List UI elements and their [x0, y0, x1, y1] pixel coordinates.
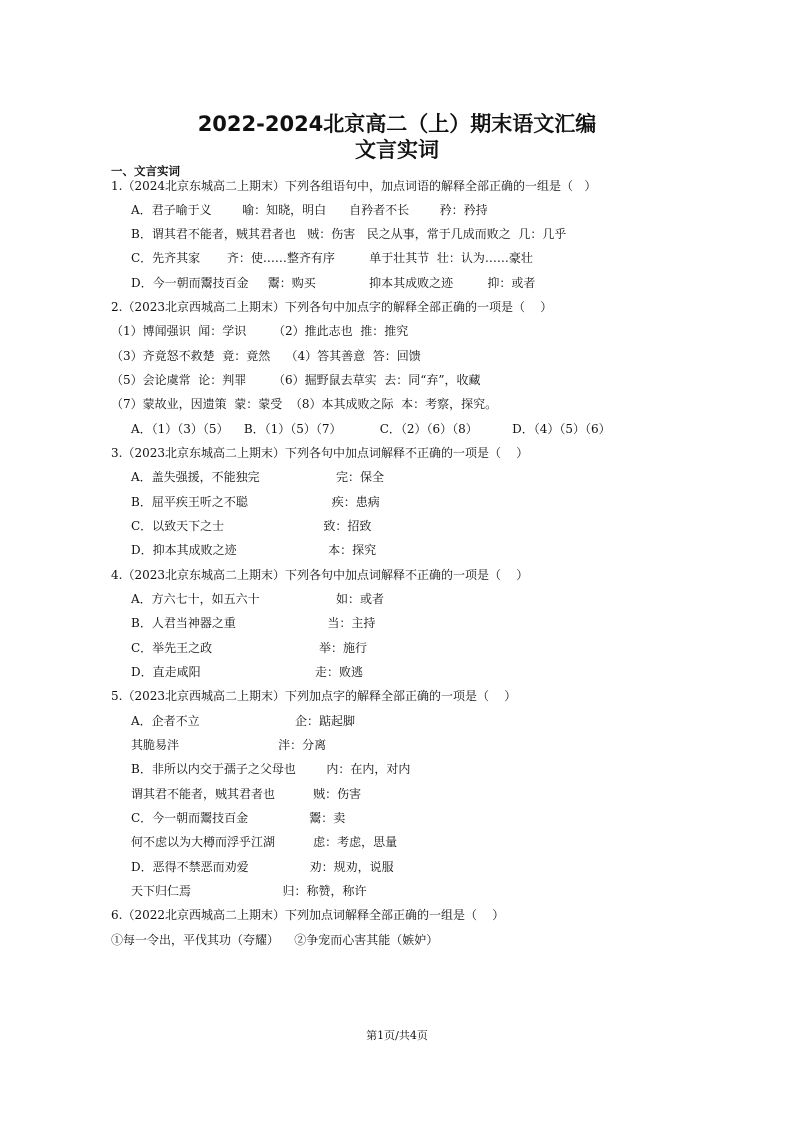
document-title: 2022-2024北京高二（上）期末语文汇编 — [197, 112, 597, 136]
question-5-option-a: A．企者不立 企：踮起脚 — [131, 714, 356, 728]
question-3-option-b: B．屈平疾王听之不聪 疾：患病 — [131, 495, 380, 509]
question-6-items: ①每一令出，平伐其功（夸耀） ②争宠而心害其能（嫉妒） — [111, 933, 439, 947]
question-5-option-d: D．恶得不禁恶而劝爱 劝：规劝，说服 — [131, 860, 394, 874]
question-3-stem: 3.（2023北京东城高二上期末）下列各句中加点词解释不正确的一项是（ ） — [111, 446, 529, 460]
question-3-option-a: A．盖失强援，不能独完 完：保全 — [131, 470, 384, 484]
question-5-option-d-cont: 天下归仁焉 归：称赞，称许 — [131, 884, 367, 898]
question-1-option-a: A．君子喻于义 喻：知晓，明白 自矜者不长 矜：矜持 — [131, 203, 488, 217]
question-4-stem: 4.（2023北京东城高二上期末）下列各句中加点词解释不正确的一项是（ ） — [111, 568, 529, 582]
question-6-stem: 6.（2022北京西城高二上期末）下列加点词解释全部正确的一组是（ ） — [111, 908, 505, 922]
question-5-option-b: B．非所以内交于孺子之父母也 内：在内，对内 — [131, 762, 411, 776]
document-subtitle: 文言实词 — [355, 138, 439, 162]
question-3-option-d: D．抑本其成败之迹 本：探究 — [131, 543, 377, 557]
question-2-item-row: （7）蒙故业，因遗策 蒙：蒙受 （8）本其成败之际 本：考察，探究。 — [111, 397, 498, 411]
question-2-item-row: （1）博闻强识 闻：学识 （2）推此志也 推：推究 — [111, 324, 409, 338]
question-5-stem: 5.（2023北京西城高二上期末）下列加点字的解释全部正确的一项是（ ） — [111, 689, 517, 703]
question-1-option-c: C．先齐其家 齐：使……整齐有序 单于壮其节 壮：认为……豪壮 — [131, 251, 533, 265]
question-2-item-row: （3）齐竟怒不救楚 竟：竟然 （4）答其善意 答：回馈 — [111, 349, 421, 363]
question-4-option-d: D．直走咸阳 走：败逃 — [131, 665, 364, 679]
question-5-option-a-cont: 其脆易泮 泮：分离 — [131, 738, 327, 752]
question-1-stem: 1.（2024北京东城高二上期末）下列各组语句中，加点词语的解释全部正确的一组是（ ） — [111, 179, 597, 193]
question-4-option-a: A．方六七十，如五六十 如：或者 — [131, 592, 384, 606]
question-2-item-row: （5）会论虞常 论：判罪 （6）掘野鼠去草实 去：同“弃”，收藏 — [111, 373, 481, 387]
question-1-option-b: B．谓其君不能者，贼其君者也 贼：伤害 民之从事，常于几成而败之 几：几乎 — [131, 227, 567, 241]
question-1-option-d: D．今一朝而鬻技百金 鬻：购买 抑本其成败之迹 抑：或者 — [131, 276, 536, 290]
question-5-option-c-cont: 何不虑以为大樽而浮乎江湖 虑：考虑，思量 — [131, 835, 398, 849]
question-5-option-c: C．今一朝而鬻技百金 鬻：卖 — [131, 811, 346, 825]
section-heading: 一、文言实词 — [111, 164, 180, 178]
question-4-option-c: C．举先王之政 举：施行 — [131, 641, 367, 655]
page-number: 第1页/共4页 — [366, 1029, 428, 1042]
question-2-options: A．（1）（3）（5） B．（1）（5）（7） C．（2）（6）（8） D．（4）（5）（6） — [131, 422, 611, 436]
question-3-option-c: C．以致天下之士 致：招致 — [131, 519, 372, 533]
question-4-option-b: B．人君当神器之重 当：主持 — [131, 616, 376, 630]
question-2-stem: 2.（2023北京西城高二上期末）下列各句中加点字的解释全部正确的一项是（ ） — [111, 300, 553, 314]
question-5-option-b-cont: 谓其君不能者，贼其君者也 贼：伤害 — [131, 787, 362, 801]
